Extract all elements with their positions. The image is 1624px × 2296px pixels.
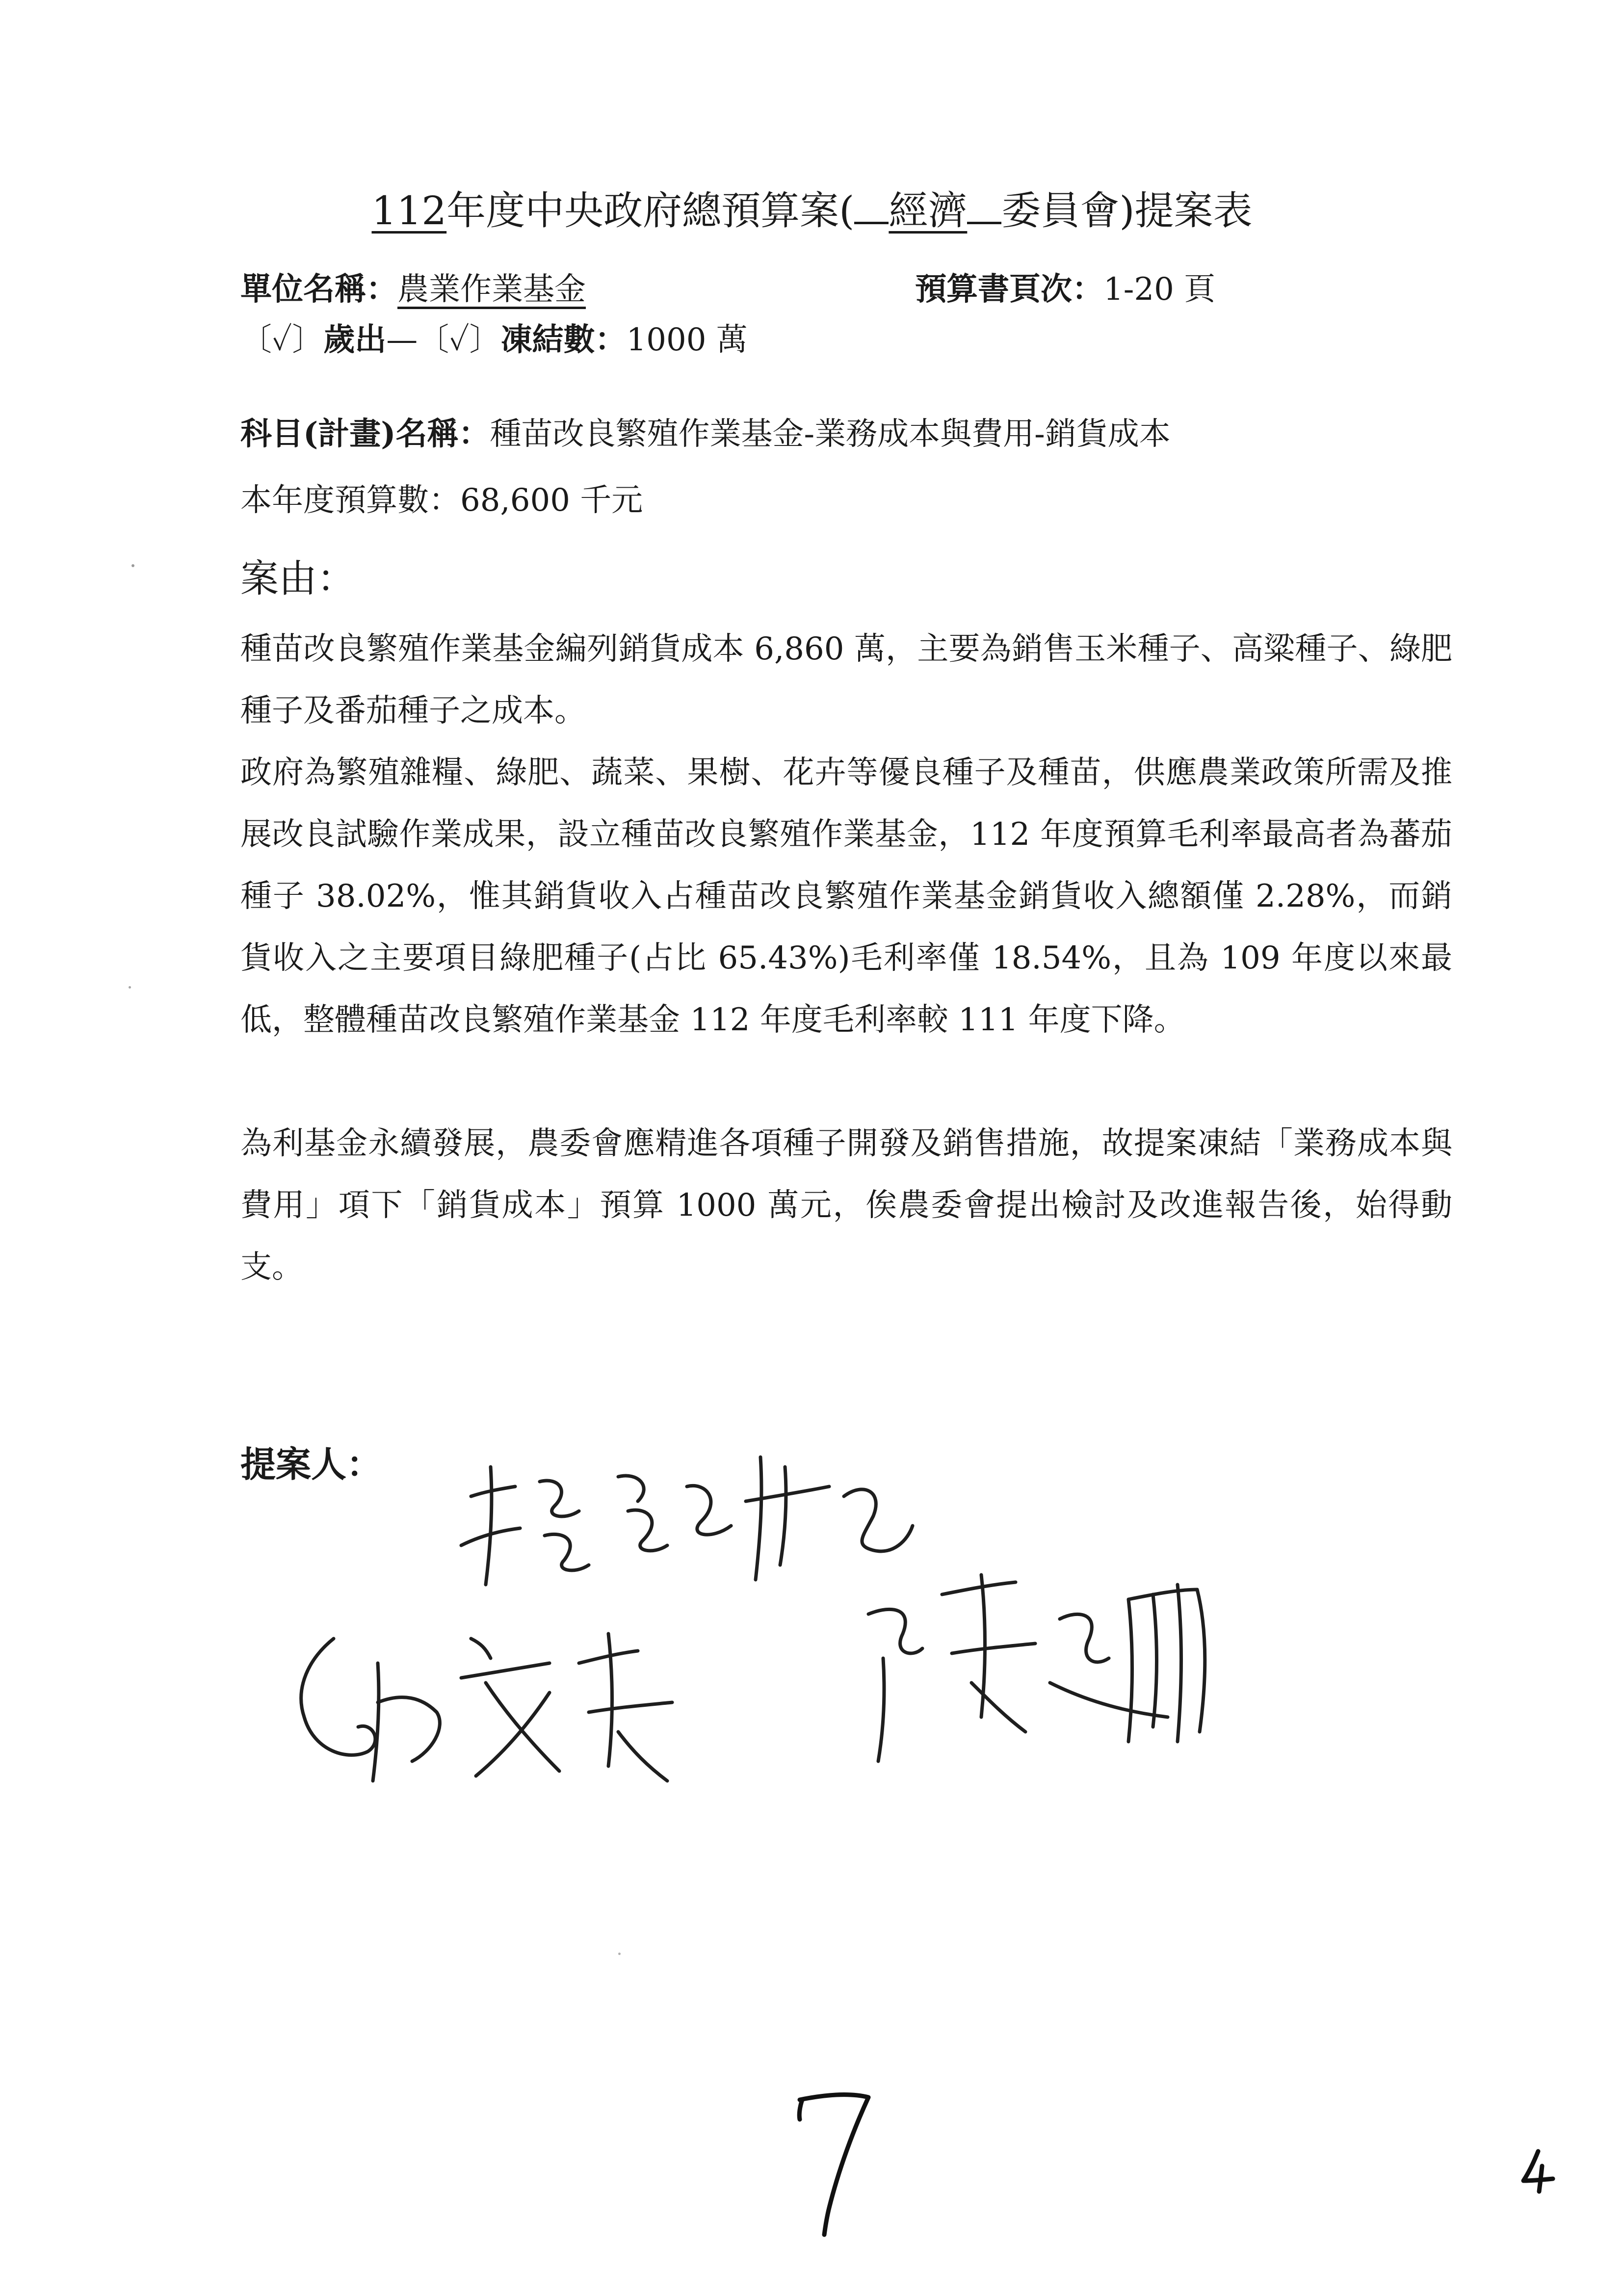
unit-row <box>240 267 586 312</box>
budget-text: 本年度預算數：68,600 千元 <box>240 482 643 519</box>
page-label: 預算書頁次： <box>915 271 1103 308</box>
page-value: 1-20 頁 <box>1103 271 1216 308</box>
form-title <box>0 184 1624 238</box>
page-ref <box>915 267 1215 312</box>
check-item-freeze-label: 凍結數： <box>500 321 627 358</box>
check-dash: — <box>386 322 418 358</box>
title-year: 112 <box>371 188 447 234</box>
handwritten-number-4 <box>1519 2146 1558 2195</box>
reason-paragraph-3: 為利基金永續發展，農委會應精進各項種子開發及銷售措施，故提案凍結「業務成本與費用」項下「銷貨成本」預算 1000 萬元，俟農委會提出檢討及改進報告後，始得動支。 <box>240 1125 1452 1285</box>
check-item-expenditure: 歲出 <box>323 321 387 358</box>
check-row <box>240 318 748 362</box>
subject-label: 科目(計畫)名稱： <box>240 416 490 452</box>
subject-row <box>240 412 1171 456</box>
handwritten-number-7 <box>790 2085 878 2242</box>
reason-paragraph-1: 種苗改良繁殖作業基金編列銷貨成本 6,860 萬，主要為銷售玉米種子、高粱種子、綠肥種子及番茄種子之成本。 <box>240 631 1452 729</box>
signature-3 <box>834 1555 1276 1781</box>
scan-speck <box>618 1953 621 1955</box>
title-committee: 經濟 <box>889 188 968 234</box>
proposer-label: 提案人： <box>240 1443 382 1485</box>
check-box-freeze: 〔✓〕 <box>418 322 501 358</box>
scan-speck <box>131 564 134 567</box>
reason-paragraph-2: 政府為繁殖雜糧、綠肥、蔬菜、果樹、花卉等優良種子及種苗，供應農業政策所需及推展改良試驗作業成果，設立種苗改良繁殖作業基金，112 年度預算毛利率最高者為蕃茄種子 38.02%，惟其銷貨收入占種苗改良繁殖作業基金銷貨收入總額僅 2.28%，而銷貨收入之主要項目綠肥種子(占比 65.43%)毛利率僅 18.54%，且為 109 年度以來最低，整體種苗改良繁殖作業基金 112 年度毛利率較 111 年度下降。 <box>240 755 1452 1038</box>
unit-value: 農業作業基金 <box>397 271 586 308</box>
check-item-freeze-value: 1000 萬 <box>626 322 748 358</box>
title-middle: 年度中央政府總預算案( <box>446 188 855 234</box>
subject-value: 種苗改良繁殖作業基金-業務成本與費用-銷貨成本 <box>490 416 1171 452</box>
unit-label: 單位名稱： <box>240 271 397 308</box>
scan-speck <box>129 986 131 989</box>
title-end: 委員會)提案表 <box>1001 188 1253 234</box>
signature-2 <box>275 1604 716 1810</box>
reason-heading: 案由： <box>240 557 356 601</box>
budget-row <box>240 478 643 522</box>
check-box-expenditure: 〔✓〕 <box>240 322 324 358</box>
